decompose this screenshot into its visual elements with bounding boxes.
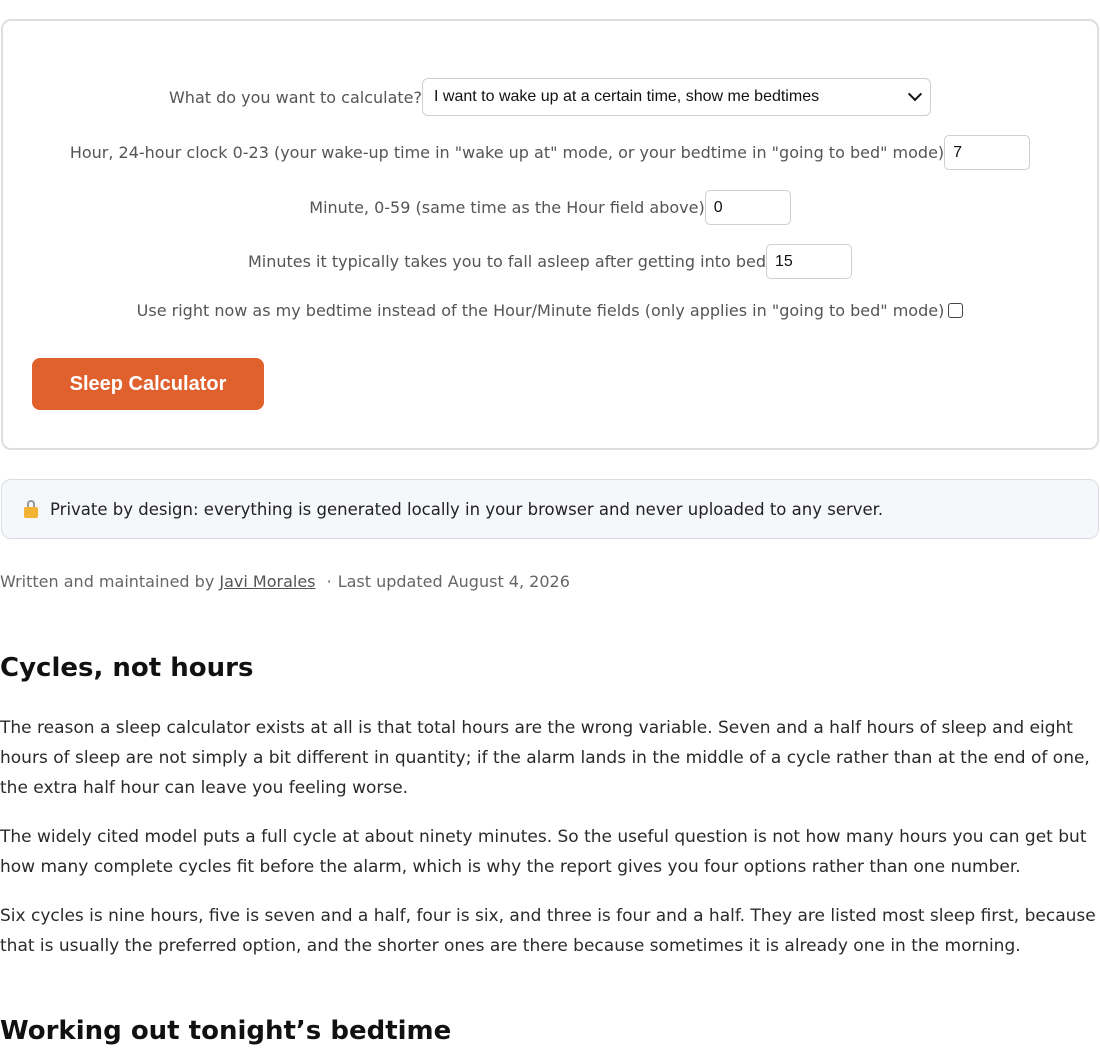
chevron-down-icon: [908, 87, 922, 101]
section-heading-bedtime: Working out tonight’s bedtime: [0, 1016, 452, 1046]
fall-asleep-row: [3, 244, 1097, 279]
privacy-note: [1, 479, 1099, 539]
minute-label: Minute, 0-59 (same time as the Hour field above): [309, 198, 705, 217]
hour-row: [3, 135, 1097, 170]
sleep-calculator-button[interactable]: Sleep Calculator: [32, 358, 264, 410]
minute-row: [3, 190, 1097, 225]
privacy-note-text: Private by design: everything is generated locally in your browser and never uploaded to any server.: [50, 499, 884, 519]
fall-asleep-label: Minutes it typically takes you to fall asleep after getting into bed: [247, 252, 767, 271]
article: [0, 650, 1100, 1049]
article-paragraph: The widely cited model puts a full cycle at about ninety minutes. So the useful question is not how many hours you can get but how many complete cycles fit before the alarm, which is why the report gives you four options rather than one number.: [0, 827, 1087, 877]
hour-input[interactable]: [944, 135, 1030, 170]
fall-asleep-input[interactable]: [766, 244, 852, 279]
mode-select[interactable]: [422, 78, 931, 116]
mode-label: What do you want to calculate?: [168, 87, 423, 107]
article-paragraph: Six cycles is nine hours, five is seven and a half, four is six, and three is four and a half. They are listed most sleep first, because that is usually the preferred option, and the shorter ones are there because sometimes it is already one in the morning.: [0, 906, 1096, 956]
mode-row: [3, 78, 1097, 116]
use-now-row: [3, 301, 1097, 320]
byline-prefix: Written and maintained by: [0, 572, 215, 591]
author-link[interactable]: Javi Morales: [219, 572, 316, 591]
sleep-calculator-form: [1, 19, 1099, 450]
article-paragraph: The reason a sleep calculator exists at all is that total hours are the wrong variable. Seven and a half hours of sleep and eight hours of sleep are not simply a bit different in quantity; if the alarm lands in the middle of a cycle rather than at the end of one, the extra half hour can leave you feeling worse.: [0, 718, 1090, 798]
use-now-checkbox[interactable]: [948, 303, 963, 318]
lock-icon: [24, 500, 38, 518]
minute-input[interactable]: [705, 190, 791, 225]
byline-separator: ·: [326, 572, 332, 591]
byline: [0, 572, 570, 591]
use-now-label: Use right now as my bedtime instead of the Hour/Minute fields (only applies in "going to bed" mode): [136, 301, 945, 320]
last-updated: Last updated August 4, 2026: [337, 572, 570, 591]
mode-select-value: I want to wake up at a certain time, show me bedtimes: [434, 88, 820, 105]
hour-label: Hour, 24-hour clock 0-23 (your wake-up time in "wake up at" mode, or your bedtime in "going to bed" mode): [69, 143, 945, 162]
section-heading-cycles: Cycles, not hours: [0, 653, 254, 683]
